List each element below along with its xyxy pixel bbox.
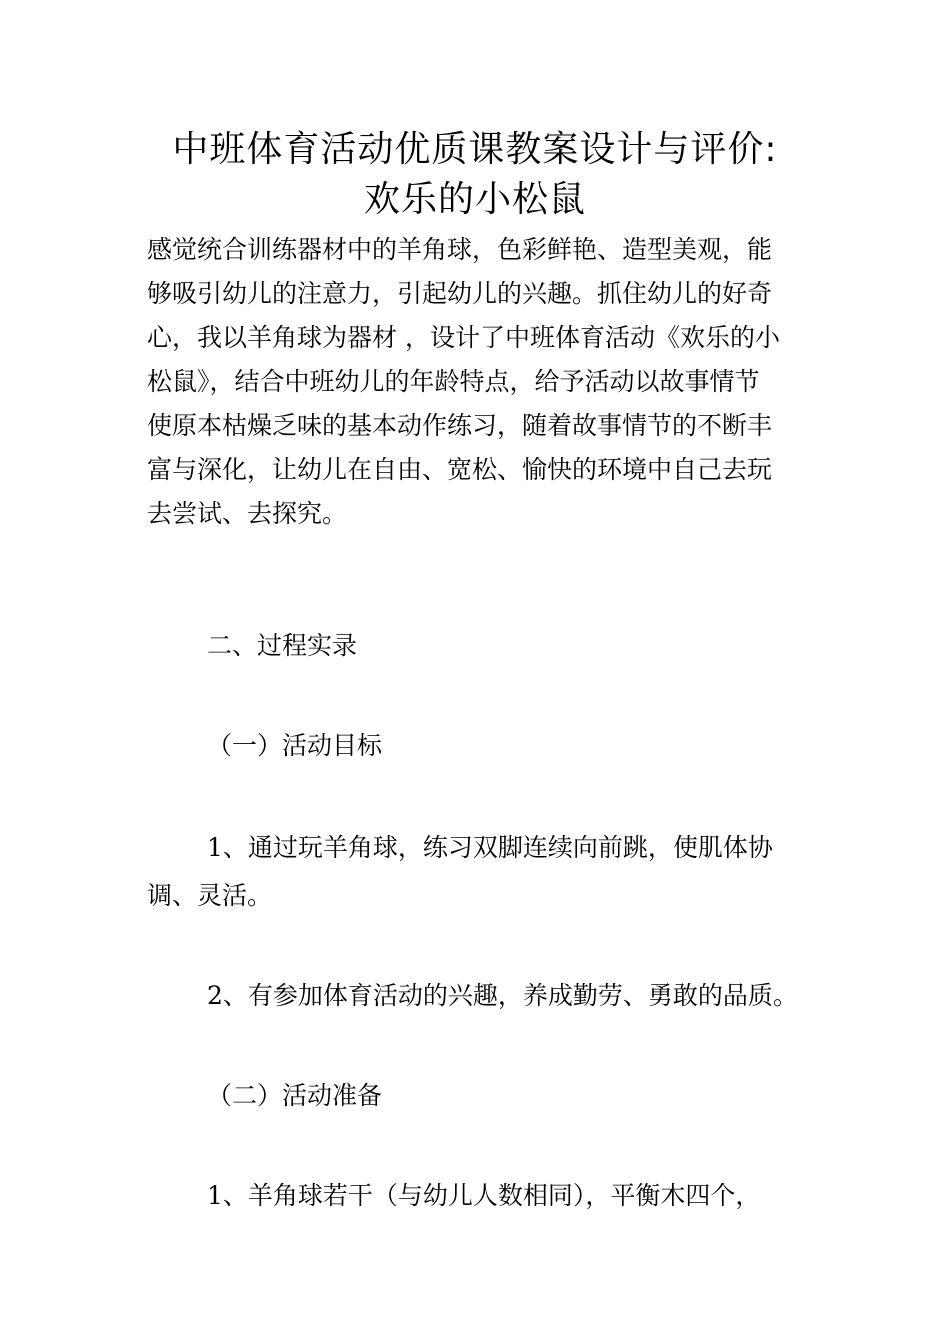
subheading-activity-preparation: （二）活动准备	[207, 1081, 383, 1110]
intro-line: 感觉统合训练器材中的羊角球，色彩鲜艳、造型美观，能	[147, 235, 773, 264]
intro-line: 心，我以羊角球为器材 ，设计了中班体育活动《欢乐的小	[147, 323, 780, 352]
intro-line: 富与深化，让幼儿在自由、宽松、愉快的环境中自己去玩	[147, 455, 773, 484]
document-title-line-1: 中班体育活动优质课教案设计与评价:	[172, 129, 778, 170]
subheading-activity-goals: （一）活动目标	[207, 731, 383, 760]
intro-line: 去尝试、去探究。	[147, 499, 348, 528]
section-heading-process: 二、过程实录	[207, 631, 358, 660]
goal-2: 2、有参加体育活动的兴趣，养成勤劳、勇敢的品质。	[207, 981, 798, 1010]
intro-line: 使原本枯燥乏味的基本动作练习，随着故事情节的不断丰	[147, 411, 773, 440]
preparation-item-1: 1、羊角球若干（与幼儿人数相同），平衡木四个，	[207, 1181, 761, 1210]
goal-1-line-1: 1、通过玩羊角球，练习双脚连续向前跳，使肌体协	[207, 833, 773, 862]
intro-line: 松鼠》，结合中班幼儿的年龄特点，给予活动以故事情节	[147, 367, 760, 396]
intro-line: 够吸引幼儿的注意力，引起幼儿的兴趣。抓住幼儿的好奇	[147, 279, 773, 308]
intro-paragraph	[147, 228, 807, 536]
goal-1-line-2: 调、灵活。	[147, 881, 273, 910]
document-title-line-2: 欢乐的小松鼠	[363, 179, 586, 220]
